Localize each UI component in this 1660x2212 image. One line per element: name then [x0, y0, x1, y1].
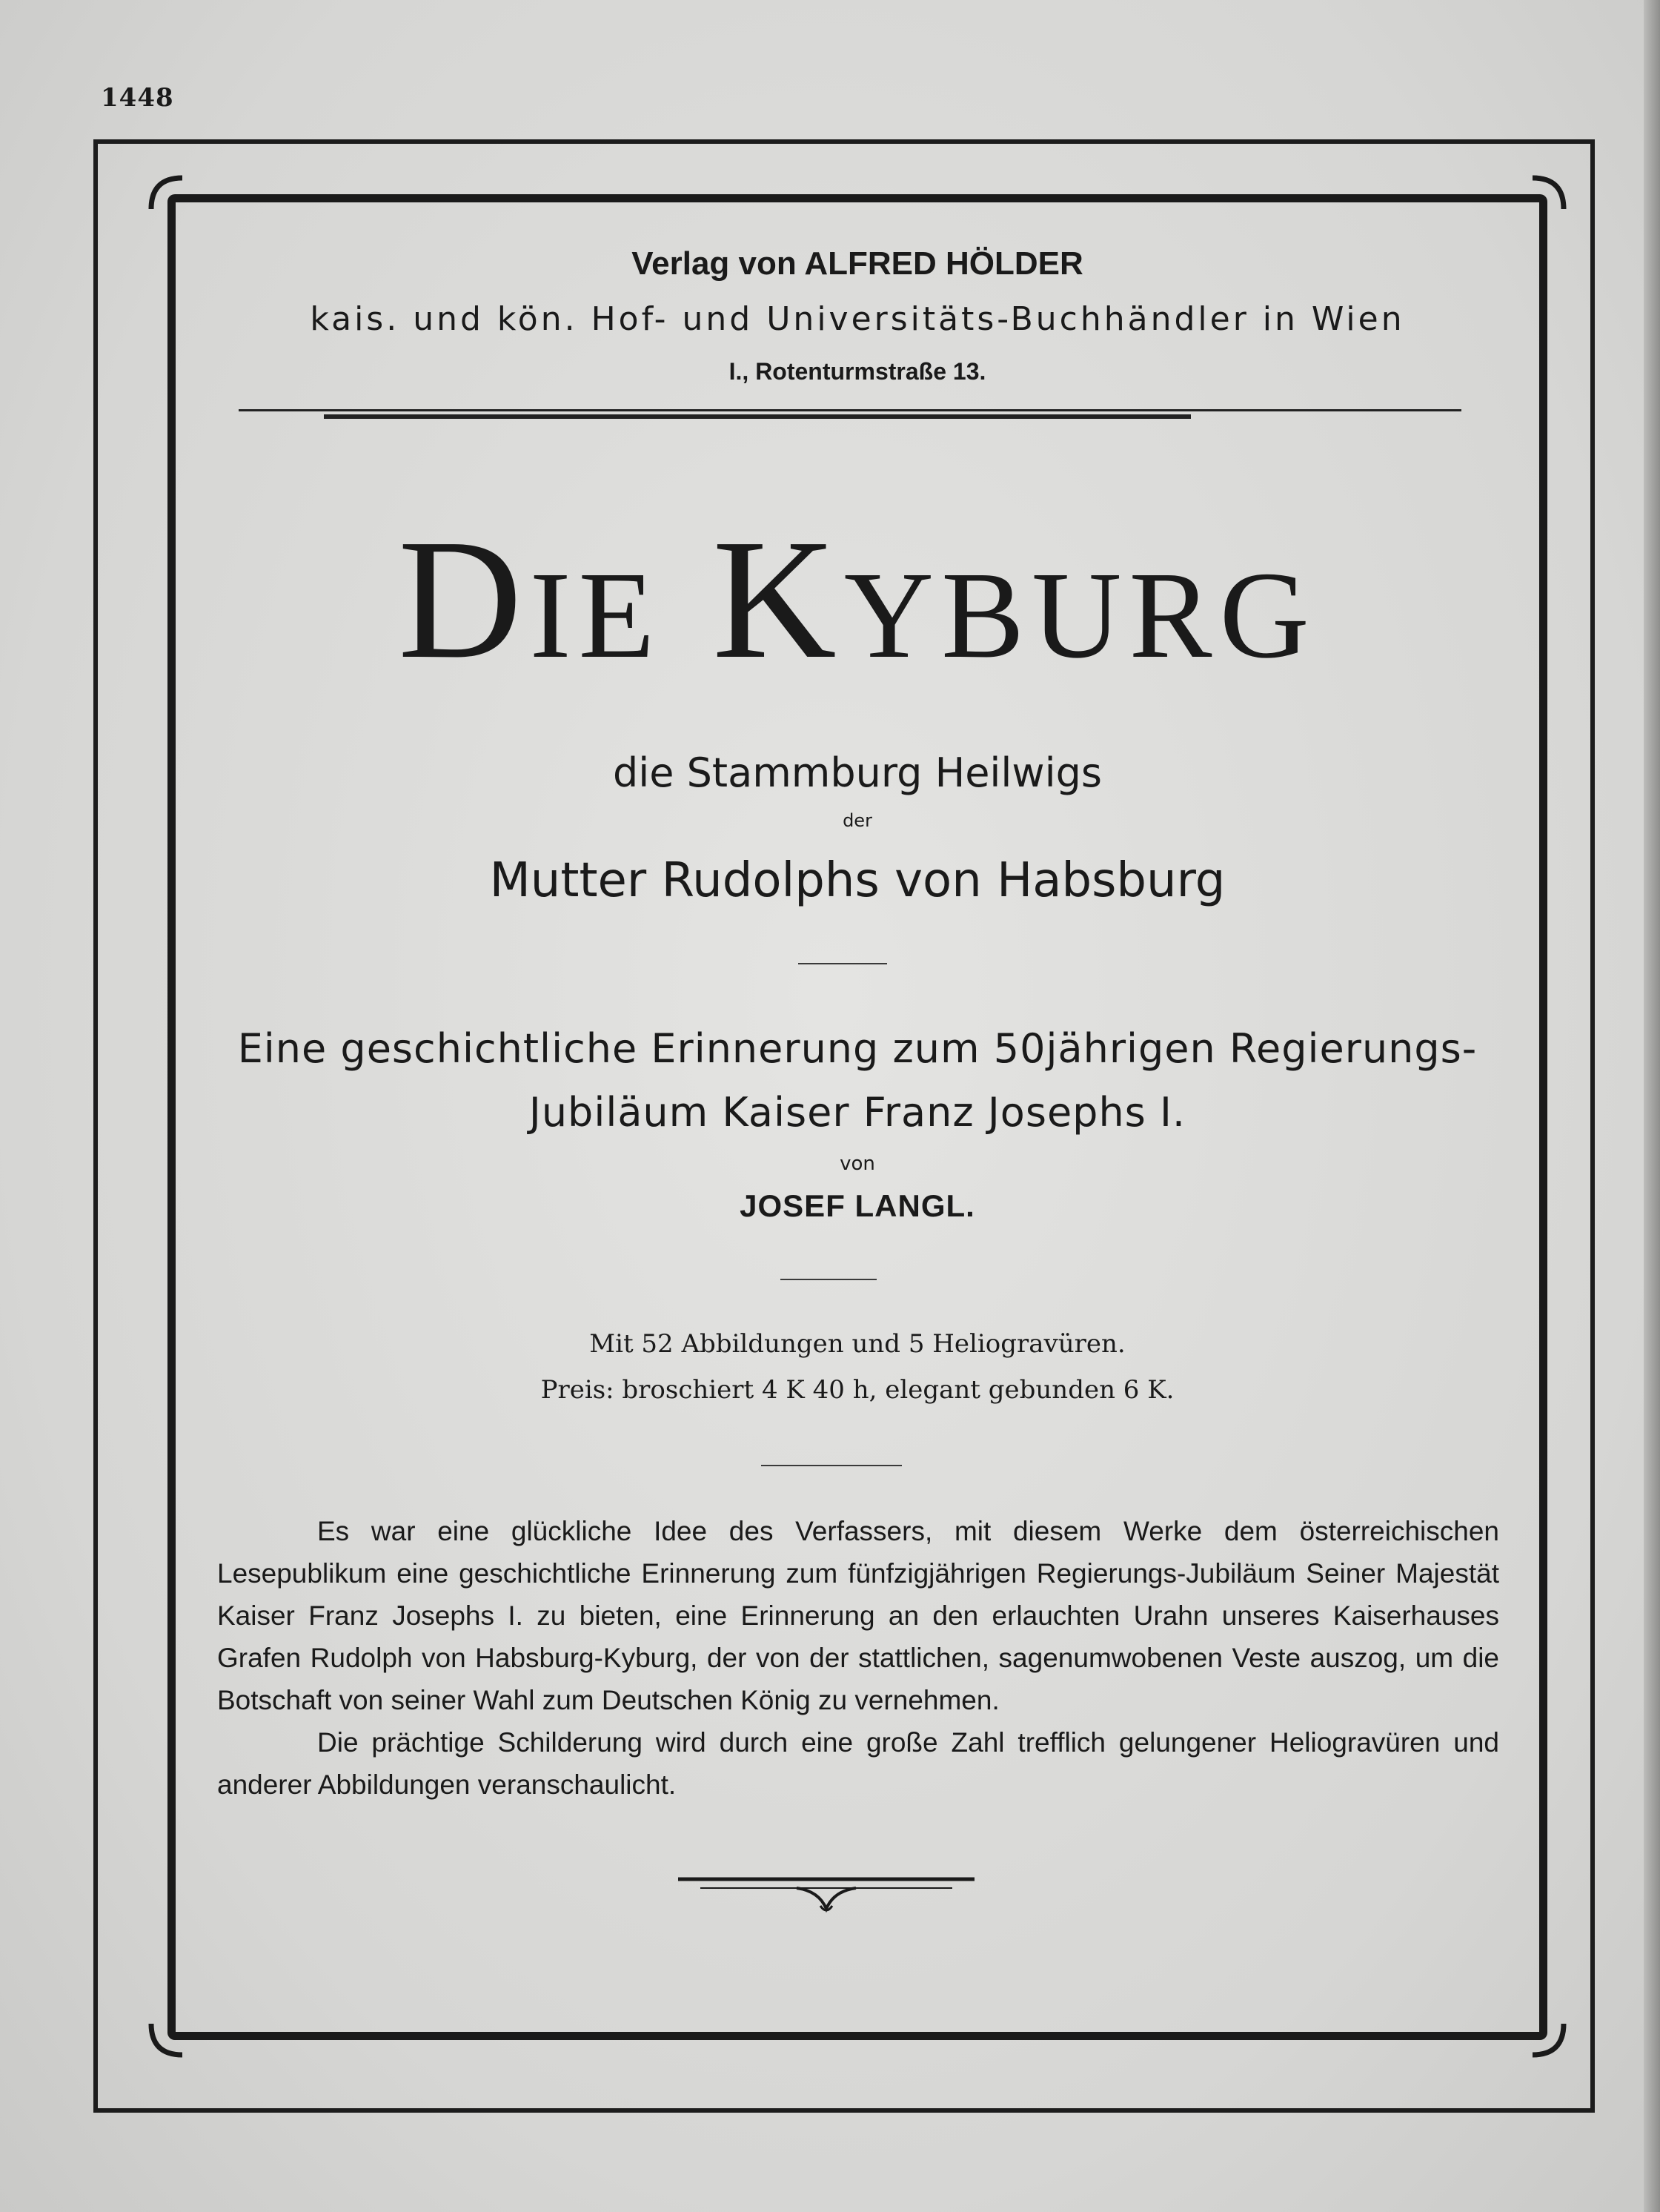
publisher-address: I., Rotenturmstraße 13.: [728, 358, 986, 385]
illustrations-note: Mit 52 Abbildungen und 5 Heliogravüren.: [589, 1329, 1126, 1359]
ornament-tailpiece: [678, 1872, 975, 1924]
header-rule-thick: [324, 414, 1191, 419]
title-rest-ie: IE: [529, 546, 663, 684]
title-rest-yburg: YBURG: [843, 546, 1317, 684]
book-title: [176, 504, 1539, 695]
separator-rule-1: [798, 963, 887, 964]
price-note: Preis: broschiert 4 K 40 h, elegant gebunden 6 K.: [540, 1375, 1175, 1405]
subtitle-line-1: die Stammburg Heilwigs: [612, 749, 1103, 796]
publisher-title: kais. und kön. Hof- und Universitäts-Buchhändler in Wien: [310, 300, 1405, 338]
separator-rule-3: [761, 1465, 902, 1466]
description-paragraph-1: Es war eine glückliche Idee des Verfassers, mit diesem Werke dem österreichischen Lesepublikum eine geschichtliche Erinnerung zum fünfzigjährigen Regierungs-Jubiläum Seiner Majestät Kaiser Franz Josephs I. zu bieten, eine Erinnerung an den erlauchten Urahn unseres Kaiserhauses Grafen Rudolph von Habsburg-Kyburg, der von der stattlichen, sagenumwobenen Veste auszog, um die Botschaft von seiner Wahl zum Deutschen König zu vernehmen.: [217, 1516, 1499, 1715]
by-label: von: [840, 1153, 875, 1175]
page-number: 1448: [101, 83, 174, 113]
header-rule-thin: [239, 409, 1461, 411]
description-line-1: Eine geschichtliche Erinnerung zum 50jährigen Regierungs-: [237, 1025, 1478, 1072]
author-name: JOSEF LANGL.: [740, 1188, 975, 1223]
title-initial-k: K: [712, 504, 844, 695]
advertisement-content: [176, 202, 1539, 2032]
title-initial-d: D: [398, 504, 530, 695]
separator-rule-2: [780, 1279, 877, 1280]
subtitle-line-2: Mutter Rudolphs von Habsburg: [489, 853, 1226, 908]
description-line-2: Jubiläum Kaiser Franz Josephs I.: [528, 1089, 1186, 1136]
subtitle-der: der: [843, 810, 872, 831]
page-edge-shadow: [1644, 0, 1660, 2212]
publisher-verlag: Verlag von ALFRED HÖLDER: [631, 245, 1083, 282]
description-paragraph-2: Die prächtige Schilderung wird durch eine große Zahl trefflich gelungener Heliogravüren und anderer Abbildungen veranschaulicht.: [217, 1727, 1499, 1800]
